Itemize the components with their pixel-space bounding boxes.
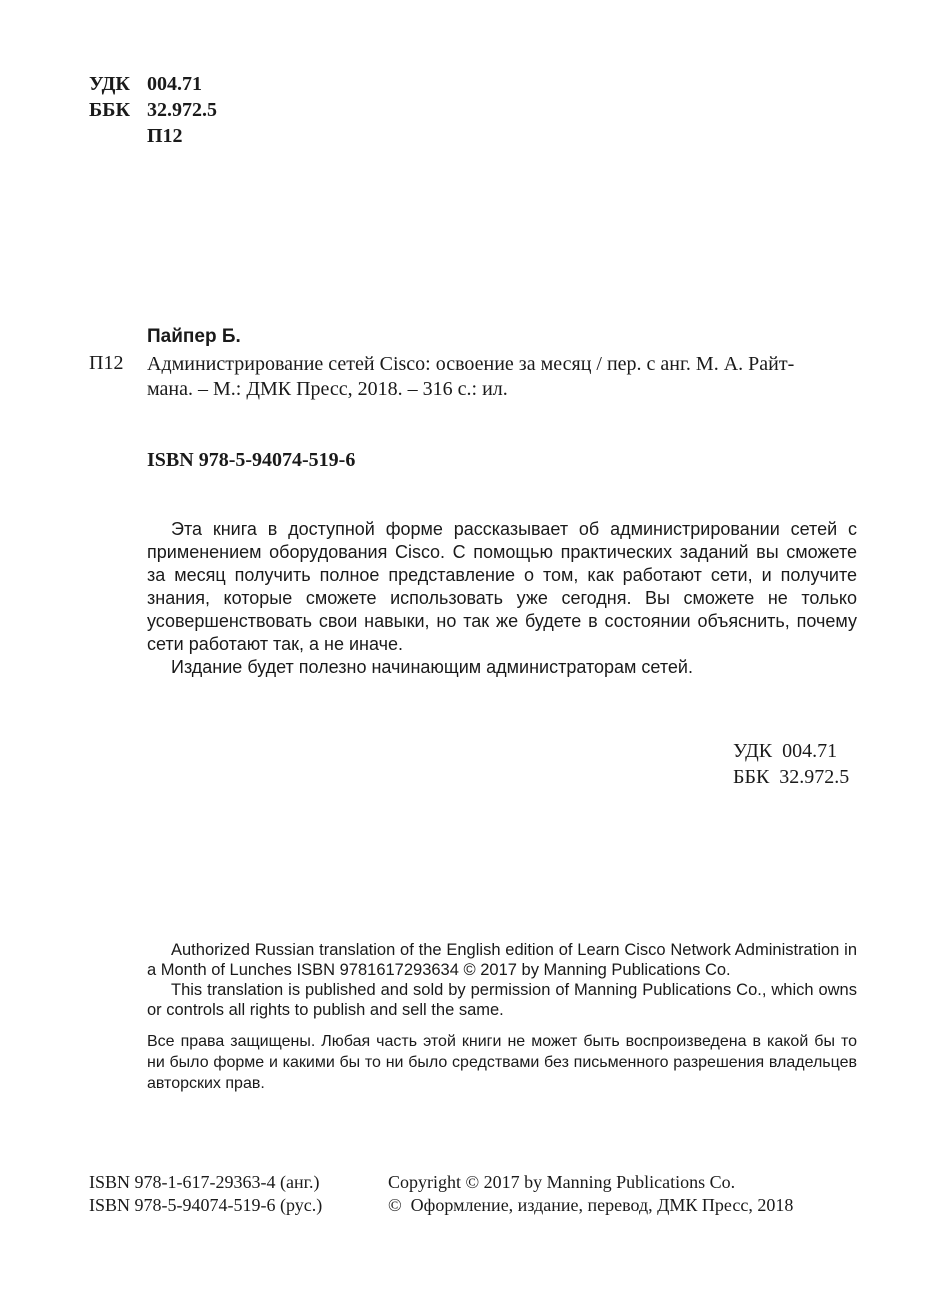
entry-author: Пайпер Б. bbox=[147, 326, 241, 347]
isbn-main: ISBN 978-5-94074-519-6 bbox=[147, 449, 356, 471]
isbn-rus: ISBN 978-5-94074-519-6 (рус.) bbox=[89, 1195, 323, 1215]
entry-description bbox=[147, 352, 857, 402]
bbk-label: ББК bbox=[89, 99, 130, 121]
udk-label: УДК bbox=[89, 73, 130, 95]
annotation bbox=[147, 518, 857, 679]
english-note-2: This translation is published and sold by permission of Manning Publications Co., which owns or controls all rights to publish and sell the same. bbox=[147, 981, 857, 1019]
bbk-right: ББК 32.972.5 bbox=[733, 766, 850, 788]
entry-line-2: мана. – М.: ДМК Пресс, 2018. – 316 с.: ил. bbox=[147, 378, 508, 400]
copyright-2: © Оформление, издание, перевод, ДМК Пресс, 2018 bbox=[388, 1195, 794, 1215]
author-mark-row bbox=[89, 124, 183, 148]
annotation-paragraph-2: Издание будет полезно начинающим администраторам сетей. bbox=[171, 657, 693, 677]
rights-text: Все права защищены. Любая часть этой книги не может быть воспроизведена в какой бы то ни было форме и какими бы то ни было средствами без письменного разрешения владельцев авторских прав. bbox=[147, 1033, 857, 1092]
english-notes bbox=[147, 940, 857, 1020]
udk-right-block bbox=[733, 738, 849, 790]
udk-row bbox=[89, 72, 202, 96]
isbn-eng: ISBN 978-1-617-29363-4 (анг.) bbox=[89, 1172, 320, 1192]
copyright-1: Copyright © 2017 by Manning Publications Co. bbox=[388, 1172, 736, 1192]
annotation-paragraph-1: Эта книга в доступной форме рассказывает об администрировании сетей с применением оборудования Cisco. С помощью практических заданий вы сможете за месяц получить полное представление о том, как работают сети, и получите знания, которые сможете использовать уже сегодня. Вы сможете не только усовершенствовать свои навыки, но так же будете в состоянии объяснить, почему сети работают так, а не иначе. bbox=[147, 519, 857, 654]
copyright-list bbox=[388, 1171, 793, 1217]
english-note-1: Authorized Russian translation of the English edition of Learn Cisco Network Administration in a Month of Lunches ISBN 9781617293634 © 2017 by Manning Publications Co. bbox=[147, 941, 857, 979]
entry-line-1: Администрирование сетей Cisco: освоение за месяц / пер. с анг. М. А. Райт- bbox=[147, 353, 795, 375]
entry-code: П12 bbox=[89, 352, 124, 374]
rights-notice bbox=[147, 1031, 857, 1094]
isbn-list bbox=[89, 1171, 322, 1217]
udk-right: УДК 004.71 bbox=[733, 740, 838, 762]
udk-value: 004.71 bbox=[147, 73, 202, 95]
bbk-value: 32.972.5 bbox=[147, 99, 217, 121]
bbk-row bbox=[89, 98, 217, 122]
author-mark: П12 bbox=[147, 125, 183, 147]
